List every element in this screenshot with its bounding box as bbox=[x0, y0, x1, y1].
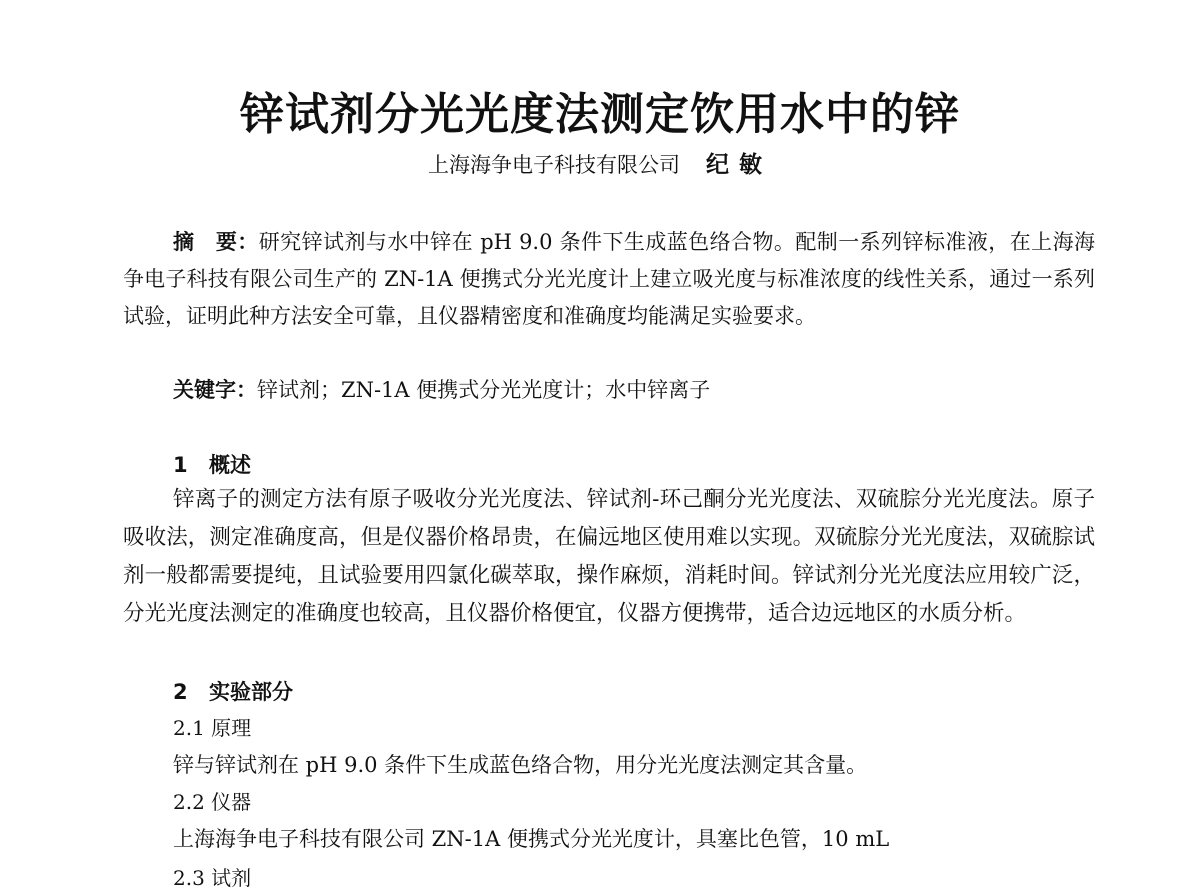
subsection-2-1-heading: 2.1 原理 bbox=[173, 716, 252, 740]
affiliation: 上海海争电子科技有限公司 bbox=[428, 153, 680, 177]
subsection-2-3-heading: 2.3 试剂 bbox=[173, 866, 252, 890]
keywords-label: 关键字： bbox=[173, 378, 257, 402]
abstract bbox=[123, 224, 1095, 335]
abstract-label: 摘 要： bbox=[173, 230, 259, 254]
author-name: 纪敏 bbox=[706, 151, 772, 178]
subsection-2-2-text: 上海海争电子科技有限公司 ZN-1A 便携式分光光度计，具塞比色管，10 mL bbox=[173, 827, 890, 851]
subsection-2-2-heading: 2.2 仪器 bbox=[173, 790, 252, 814]
section-1-number: 1 bbox=[173, 453, 188, 477]
section-1-title: 概述 bbox=[209, 453, 251, 477]
byline bbox=[0, 146, 1200, 179]
section-1-paragraph: 锌离子的测定方法有原子吸收分光光度法、锌试剂-环己酮分光光度法、双硫腙分光光度法。原子吸收法，测定准确度高，但是仪器价格昂贵，在偏远地区使用难以实现。双硫腙分光光度法，双硫腙试剂一般都需要提纯，且试验要用四氯化碳萃取，操作麻烦，消耗时间。锌试剂分光光度法应用较广泛，分光光度法测定的准确度也较高，且仪器价格便宜，仪器方便携带，适合边远地区的水质分析。 bbox=[123, 487, 1095, 626]
abstract-text: 研究锌试剂与水中锌在 pH 9.0 条件下生成蓝色络合物。配制一系列锌标准液，在上海海争电子科技有限公司生产的 ZN-1A 便携式分光光度计上建立吸光度与标准浓度的线性关系，通过一系列试验，证明此种方法安全可靠，且仪器精密度和准确度均能满足实验要求。 bbox=[123, 230, 1096, 328]
subsection-2-1-text: 锌与锌试剂在 pH 9.0 条件下生成蓝色络合物，用分光光度法测定其含量。 bbox=[173, 753, 868, 777]
paper-title: 锌试剂分光光度法测定饮用水中的锌 bbox=[240, 89, 960, 140]
keywords-text: 锌试剂；ZN-1A 便携式分光光度计；水中锌离子 bbox=[257, 378, 711, 402]
section-2-title: 实验部分 bbox=[209, 680, 293, 704]
section-2-number: 2 bbox=[173, 680, 188, 704]
section-1-heading bbox=[173, 449, 251, 479]
section-2-heading bbox=[173, 676, 293, 706]
keywords bbox=[173, 372, 1095, 409]
